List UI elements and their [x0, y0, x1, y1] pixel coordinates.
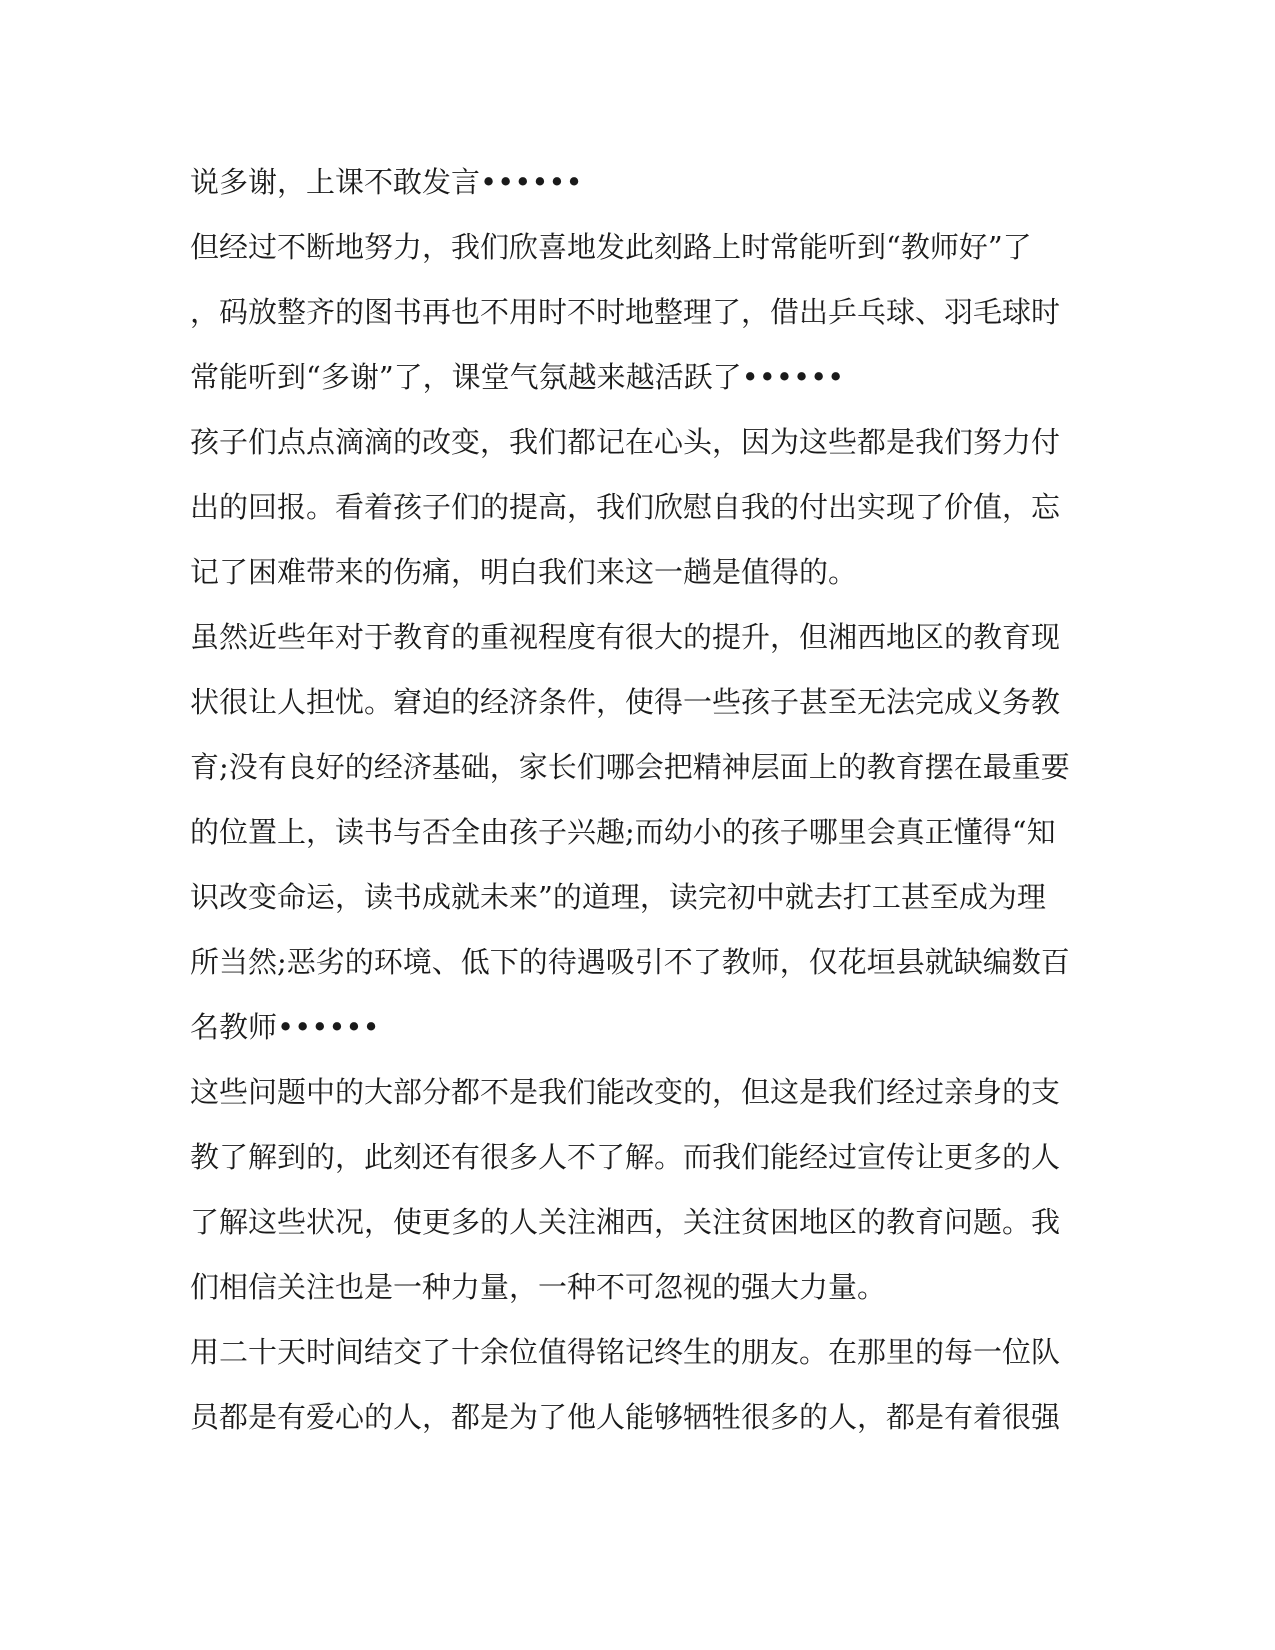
- text-line: 们相信关注也是一种力量，一种不可忽视的强大力量。: [190, 1270, 887, 1304]
- text-line: 常能听到“多谢”了，课堂气氛越来越活跃了••••••: [190, 360, 845, 394]
- text-line: 状很让人担忧。窘迫的经济条件，使得一些孩子甚至无法完成义务教: [190, 685, 1061, 719]
- text-line: 虽然近些年对于教育的重视程度有很大的提升，但湘西地区的教育现: [190, 620, 1061, 654]
- text-line: ，码放整齐的图书再也不用时不时地整理了，借出乒乓球、羽毛球时: [190, 295, 1061, 329]
- text-line: 说多谢，上课不敢发言••••••: [190, 165, 583, 199]
- body-text: [190, 150, 1090, 1450]
- text-line: 孩子们点点滴滴的改变，我们都记在心头，因为这些都是我们努力付: [190, 425, 1061, 459]
- text-line: 的位置上，读书与否全由孩子兴趣;而幼小的孩子哪里会真正懂得“知: [190, 815, 1056, 849]
- text-line: 这些问题中的大部分都不是我们能改变的，但这是我们经过亲身的支: [190, 1075, 1061, 1109]
- text-line: 所当然;恶劣的环境、低下的待遇吸引不了教师，仅花垣县就缺编数百: [190, 945, 1070, 979]
- text-line: 识改变命运，读书成就未来”的道理，读完初中就去打工甚至成为理: [190, 880, 1046, 914]
- text-line: 育;没有良好的经济基础，家长们哪会把精神层面上的教育摆在最重要: [190, 750, 1070, 784]
- text-line: 员都是有爱心的人，都是为了他人能够牺牲很多的人，都是有着很强: [190, 1400, 1061, 1434]
- text-line: 但经过不断地努力，我们欣喜地发此刻路上时常能听到“教师好”了: [190, 230, 1032, 264]
- text-line: 记了困难带来的伤痛，明白我们来这一趟是值得的。: [190, 555, 858, 589]
- text-line: 出的回报。看着孩子们的提高，我们欣慰自我的付出实现了价值，忘: [190, 490, 1061, 524]
- text-line: 教了解到的，此刻还有很多人不了解。而我们能经过宣传让更多的人: [190, 1140, 1061, 1174]
- text-line: 名教师••••••: [190, 1010, 380, 1044]
- text-line: 用二十天时间结交了十余位值得铭记终生的朋友。在那里的每一位队: [190, 1335, 1061, 1369]
- text-line: 了解这些状况，使更多的人关注湘西，关注贫困地区的教育问题。我: [190, 1205, 1061, 1239]
